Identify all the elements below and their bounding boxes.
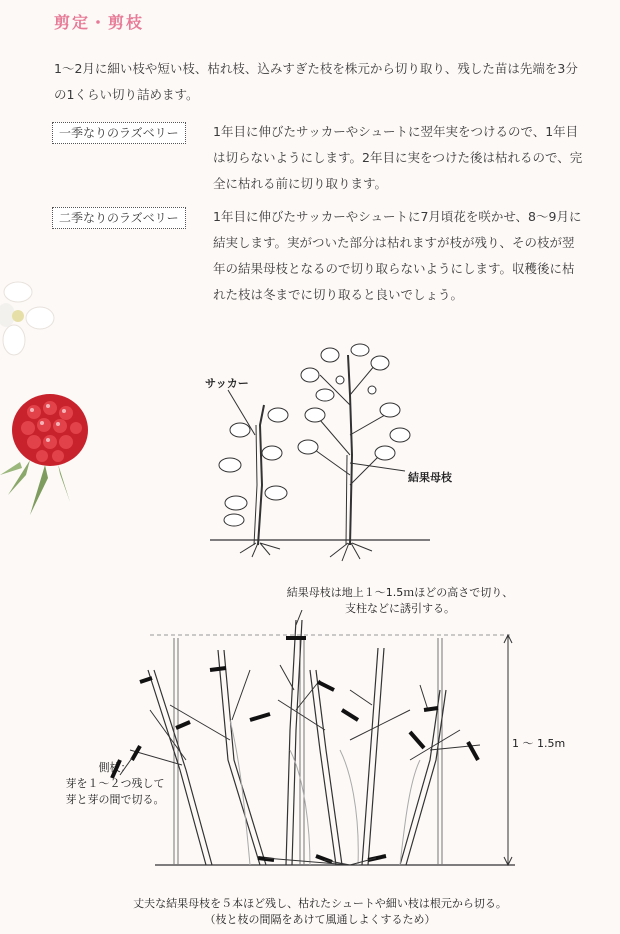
leaf-icon — [219, 408, 288, 526]
berry-small-icon — [336, 376, 376, 394]
sucker-label: サッカー — [205, 377, 249, 390]
height-label: 1 〜 1.5m — [512, 737, 566, 750]
section-title: 剪定・剪枝 — [54, 13, 145, 32]
bottom-note: 丈夫な結果母枝を５本ほど残し、枯れたシュートや細い枝は根元から切る。 （枝と枝の間隔をあけて風通しよくするため） — [133, 897, 507, 926]
berry-icon — [0, 394, 88, 515]
top-note: 結果母枝は地上１〜1.5ｍほどの高さで切り、 支柱などに誘引する。 — [286, 586, 514, 615]
sucker-stem — [258, 405, 264, 545]
raspberry-illustration — [0, 270, 95, 540]
pruning-diagram — [110, 610, 550, 870]
side-branch-note: 側枝： 芽を１〜２つ残して 芽と芽の間で切る。 — [65, 761, 165, 806]
fruiting-cane-stem — [348, 355, 352, 545]
fruiting-cane-label: 結果母枝 — [408, 471, 452, 484]
intro-text: 1〜2月に細い枝や短い枝、枯れ枝、込みすぎた枝を株元から切り取り、残した苗は先端を3分の1くらい切り詰めます。 — [54, 61, 578, 102]
support-post-icon — [174, 638, 442, 865]
variety-label-double-crop: 二季なりのラズベリー — [52, 207, 186, 229]
plant-diagram — [200, 335, 440, 565]
variety-label-single-crop: 一季なりのラズベリー — [52, 122, 186, 144]
variety-description-double-crop: 1年目に伸びたサッカーやシュートに7月頃花を咲かせ、8〜9月に結実します。実がついた部分は枯れますが枝が残り、その枝が翌年の結果母枝となるので切り取らないようにします。収穫後に枯れた枝は冬までに切り取ると良いでしょう。 — [213, 209, 582, 302]
variety-description-single-crop: 1年目に伸びたサッカーやシュートに翌年実をつけるので、1年目は切らないようにします。2年目に実をつけた後は枯れるので、完全に枯れる前に切り取ります。 — [213, 124, 583, 191]
leaf-icon — [298, 344, 410, 460]
flower-icon — [0, 282, 54, 355]
